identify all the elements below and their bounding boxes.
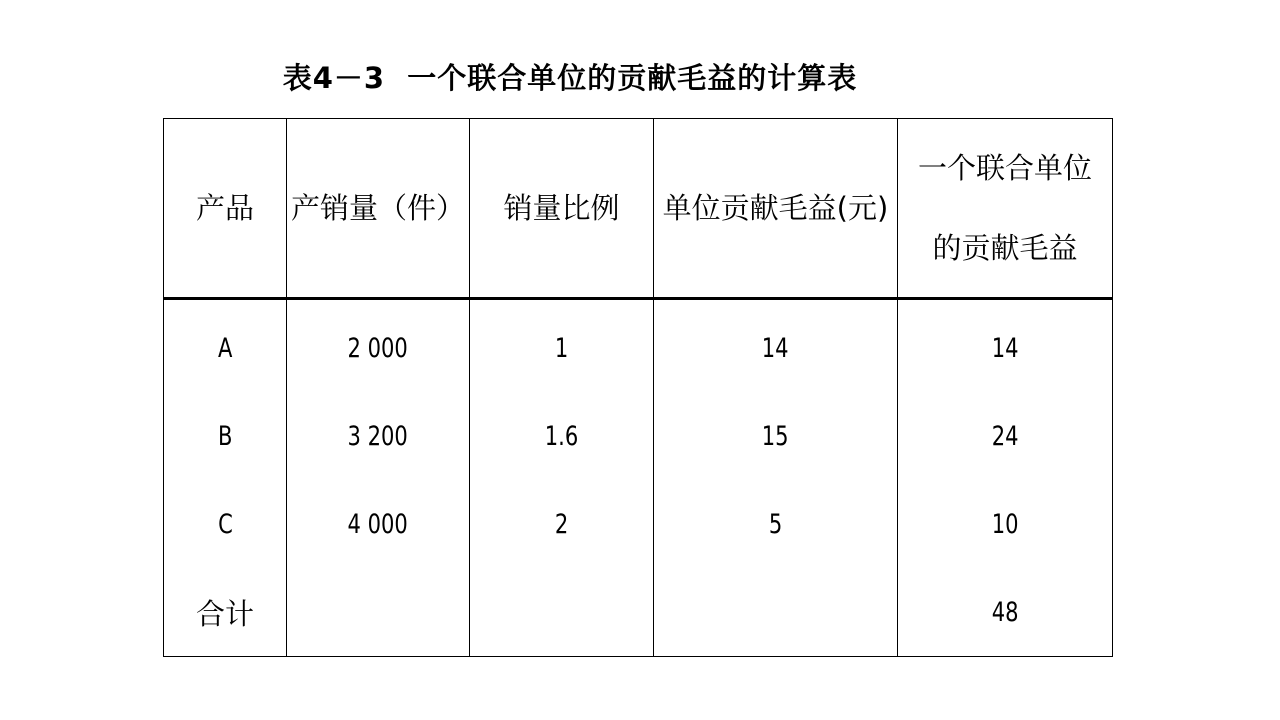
cell-product <box>164 480 287 568</box>
table-row-total <box>164 568 1113 657</box>
cell-volume <box>287 480 470 568</box>
table-header <box>164 119 1113 299</box>
ratio-value: 1 <box>554 332 569 364</box>
header-bundle-margin-line1: 一个联合单位 <box>917 151 1092 185</box>
cell-bundle-margin <box>898 392 1113 480</box>
ratio-value: 1.6 <box>544 420 579 452</box>
header-bundle-margin-line2: 的贡献毛益 <box>932 231 1078 265</box>
cell-volume <box>287 568 470 657</box>
volume-value: 2 000 <box>347 332 409 364</box>
table-row <box>164 299 1113 393</box>
volume-value: 3 200 <box>347 420 409 452</box>
ratio-value: 2 <box>554 508 569 540</box>
cell-unit-margin <box>654 568 898 657</box>
cell-unit-margin <box>654 392 898 480</box>
cell-bundle-margin <box>898 568 1113 657</box>
header-unit-margin: 单位贡献毛益(元) <box>654 119 898 299</box>
header-bundle-margin <box>898 119 1113 299</box>
page-title: 表4－3 一个联合单位的贡献毛益的计算表 <box>282 61 858 95</box>
table-row <box>164 480 1113 568</box>
unit-margin-value: 15 <box>762 420 789 452</box>
cell-ratio <box>470 568 654 657</box>
header-volume: 产销量（件） <box>287 119 470 299</box>
cell-volume <box>287 299 470 393</box>
cell-product <box>164 568 287 657</box>
cell-unit-margin <box>654 480 898 568</box>
header-product: 产品 <box>164 119 287 299</box>
product-label: A <box>217 332 233 364</box>
product-label: B <box>217 420 233 452</box>
cell-ratio <box>470 299 654 393</box>
cell-ratio <box>470 392 654 480</box>
product-label: C <box>217 508 233 540</box>
total-label: 合计 <box>195 596 254 631</box>
bundle-margin-value: 10 <box>991 508 1019 540</box>
table-body <box>164 299 1113 657</box>
cell-ratio <box>470 480 654 568</box>
cell-product <box>164 299 287 393</box>
header-ratio: 销量比例 <box>470 119 654 299</box>
cell-bundle-margin <box>898 480 1113 568</box>
cell-volume <box>287 392 470 480</box>
contribution-margin-table <box>163 118 1113 657</box>
bundle-margin-value: 24 <box>991 420 1019 452</box>
cell-unit-margin <box>654 299 898 393</box>
volume-value: 4 000 <box>347 508 409 540</box>
bundle-margin-total: 48 <box>991 596 1019 628</box>
cell-bundle-margin <box>898 299 1113 393</box>
cell-product <box>164 392 287 480</box>
header-row <box>164 119 1113 299</box>
table-row <box>164 392 1113 480</box>
bundle-margin-value: 14 <box>991 332 1019 364</box>
unit-margin-value: 14 <box>762 332 789 364</box>
unit-margin-value: 5 <box>768 508 783 540</box>
